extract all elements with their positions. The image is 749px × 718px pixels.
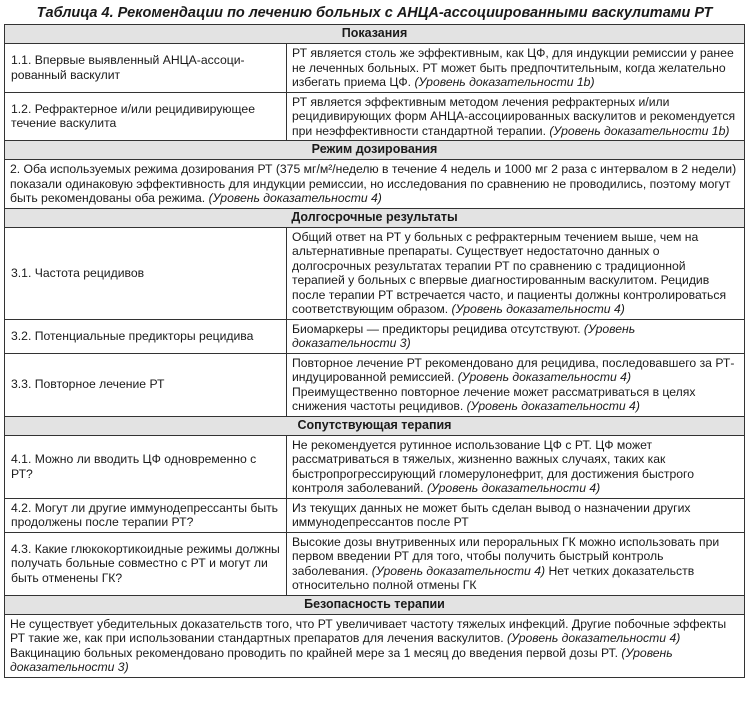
answer-text: Из текущих данных не может быть сделан вывод о назначении других иммунодепрессантов после РТ <box>292 500 691 529</box>
row-answer <box>5 160 745 209</box>
answer-text: Не существует убедительных доказательств того, что РТ увеличивает частоту тяжелых инфекций. Другие побочные эффекты РТ такие же, как при использовании стандартных препаратов для лечения васкулитов. <box>10 616 727 645</box>
table-row <box>5 319 745 353</box>
section-title: Сопутствующая терапия <box>5 416 745 435</box>
evidence-level: (Уровень доказательности 1b) <box>414 75 595 89</box>
section-header <box>5 595 745 614</box>
recommendations-table <box>4 24 745 678</box>
answer-text: Повторное лечение РТ рекомендовано для рецидива, последовавшего за РТ-индуцированной ремиссией. <box>292 355 735 384</box>
answer-text: Нет четких доказательств относительно полной отмены ГК <box>292 563 695 592</box>
row-question: 1.1. Впервые выявленный АНЦА-ассоци-рованный васкулит <box>5 44 287 93</box>
answer-text: Вакцинацию больных рекомендовано проводить по крайней мере за 1 месяц до введения первой дозы РТ. <box>10 645 619 660</box>
evidence-level: (Уровень доказательности 4) <box>426 481 601 495</box>
row-question: 3.3. Повторное лечение РТ <box>5 353 287 416</box>
evidence-level: (Уровень доказательности 4) <box>208 191 382 205</box>
table-row <box>5 160 745 209</box>
table-row <box>5 435 745 498</box>
answer-text: Не рекомендуется рутинное использование ЦФ с РТ. ЦФ может рассматриваться в тяжелых, жизненно важных случаях, таких как быстропрогрессирующий гломерулонефрит, для достижения быстрого контроля заболеваний. <box>292 437 694 495</box>
section-header <box>5 208 745 227</box>
row-question: 4.3. Какие глюкокортикоидные режимы должны получать больные совместно с РТ и могут ли быть отменены ГК? <box>5 532 287 595</box>
row-answer <box>287 44 745 93</box>
section-header <box>5 141 745 160</box>
row-answer <box>287 227 745 319</box>
section-title: Безопасность терапии <box>5 595 745 614</box>
evidence-level: (Уровень доказательности 1b) <box>549 123 730 138</box>
evidence-level: (Уровень доказательности 4) <box>371 563 546 578</box>
answer-text: Биомаркеры — предикторы рецидива отсутствуют. <box>292 321 581 336</box>
answer-text: Преимущественно повторное лечение может рассматриваться в целях снижения частоты рецидивов. <box>292 384 696 413</box>
answer-text: Общий ответ на РТ у больных с рефрактерным течением выше, чем на альтернативные препараты. Существует недостаточно данных о долгосрочных результатах терапии РТ по сравнению с традиционной терапией у больных с впервые диагностированным васкулитом. Рецидив после терапии РТ встречается часто, и пациенты должны контролироваться соответствующим образом. <box>292 229 727 316</box>
answer-text: 2. Оба используемых режима дозирования РТ (375 мг/м²/неделю в течение 4 недель и 1000 мг 2 раза с интервалом в 2 недели) показали одинаковую эффективность для индукции ремиссии, но исследования по сравнению не проводились, поэтому могут быть рекомендованы оба режима. <box>10 162 737 205</box>
row-answer <box>287 92 745 141</box>
section-title: Долгосрочные результаты <box>5 208 745 227</box>
answer-text: Высокие дозы внутривенных или пероральных ГК можно использовать при первом введении РТ для того, чтобы получить быстрый контроль заболевания. <box>292 534 720 578</box>
evidence-level: (Уровень доказательности 4) <box>507 631 681 645</box>
evidence-level: (Уровень доказательности 4) <box>451 302 625 316</box>
table-row <box>5 353 745 416</box>
row-question: 4.1. Можно ли вводить ЦФ одновременно с РТ? <box>5 435 287 498</box>
row-answer <box>287 319 745 353</box>
evidence-level: (Уровень доказательности 4) <box>466 399 640 413</box>
row-question: 1.2. Рефрактерное и/или рецидивирующее течение васкулита <box>5 92 287 141</box>
table-row <box>5 92 745 141</box>
evidence-level: (Уровень доказательности 3) <box>10 645 673 674</box>
answer-text: РТ является столь же эффективным, как ЦФ, для индукции ремиссии у ранее не леченных больных. РТ может быть предпочтительным, когда желательно избегать приема ЦФ. <box>292 46 734 89</box>
section-header <box>5 416 745 435</box>
table-row <box>5 532 745 595</box>
table-row <box>5 44 745 93</box>
evidence-level: (Уровень доказательности 4) <box>457 370 632 384</box>
row-question: 4.2. Могут ли другие иммунодепрессанты быть продолжены после терапии РТ? <box>5 498 287 532</box>
table-row <box>5 614 745 677</box>
table-row <box>5 498 745 532</box>
row-answer <box>287 498 745 532</box>
evidence-level: (Уровень доказательности 3) <box>292 321 636 350</box>
section-title: Показания <box>5 25 745 44</box>
row-question: 3.2. Потенциальные предикторы рецидива <box>5 319 287 353</box>
table-caption: Таблица 4. Рекомендации по лечению больных с АНЦА-ассоциированными васкулитами РТ <box>36 5 713 21</box>
section-header <box>5 25 745 44</box>
row-answer <box>287 353 745 416</box>
row-answer <box>5 614 745 677</box>
row-answer <box>287 435 745 498</box>
table-row <box>5 227 745 319</box>
answer-text: РТ является эффективным методом лечения рефрактерных и/или рецидивирующих форм АНЦА-ассоциированных васкулитов и рекомендуется при неэффективности стандартной терапии. <box>292 94 736 138</box>
row-answer <box>287 532 745 595</box>
row-question: 3.1. Частота рецидивов <box>5 227 287 319</box>
section-title: Режим дозирования <box>5 141 745 160</box>
